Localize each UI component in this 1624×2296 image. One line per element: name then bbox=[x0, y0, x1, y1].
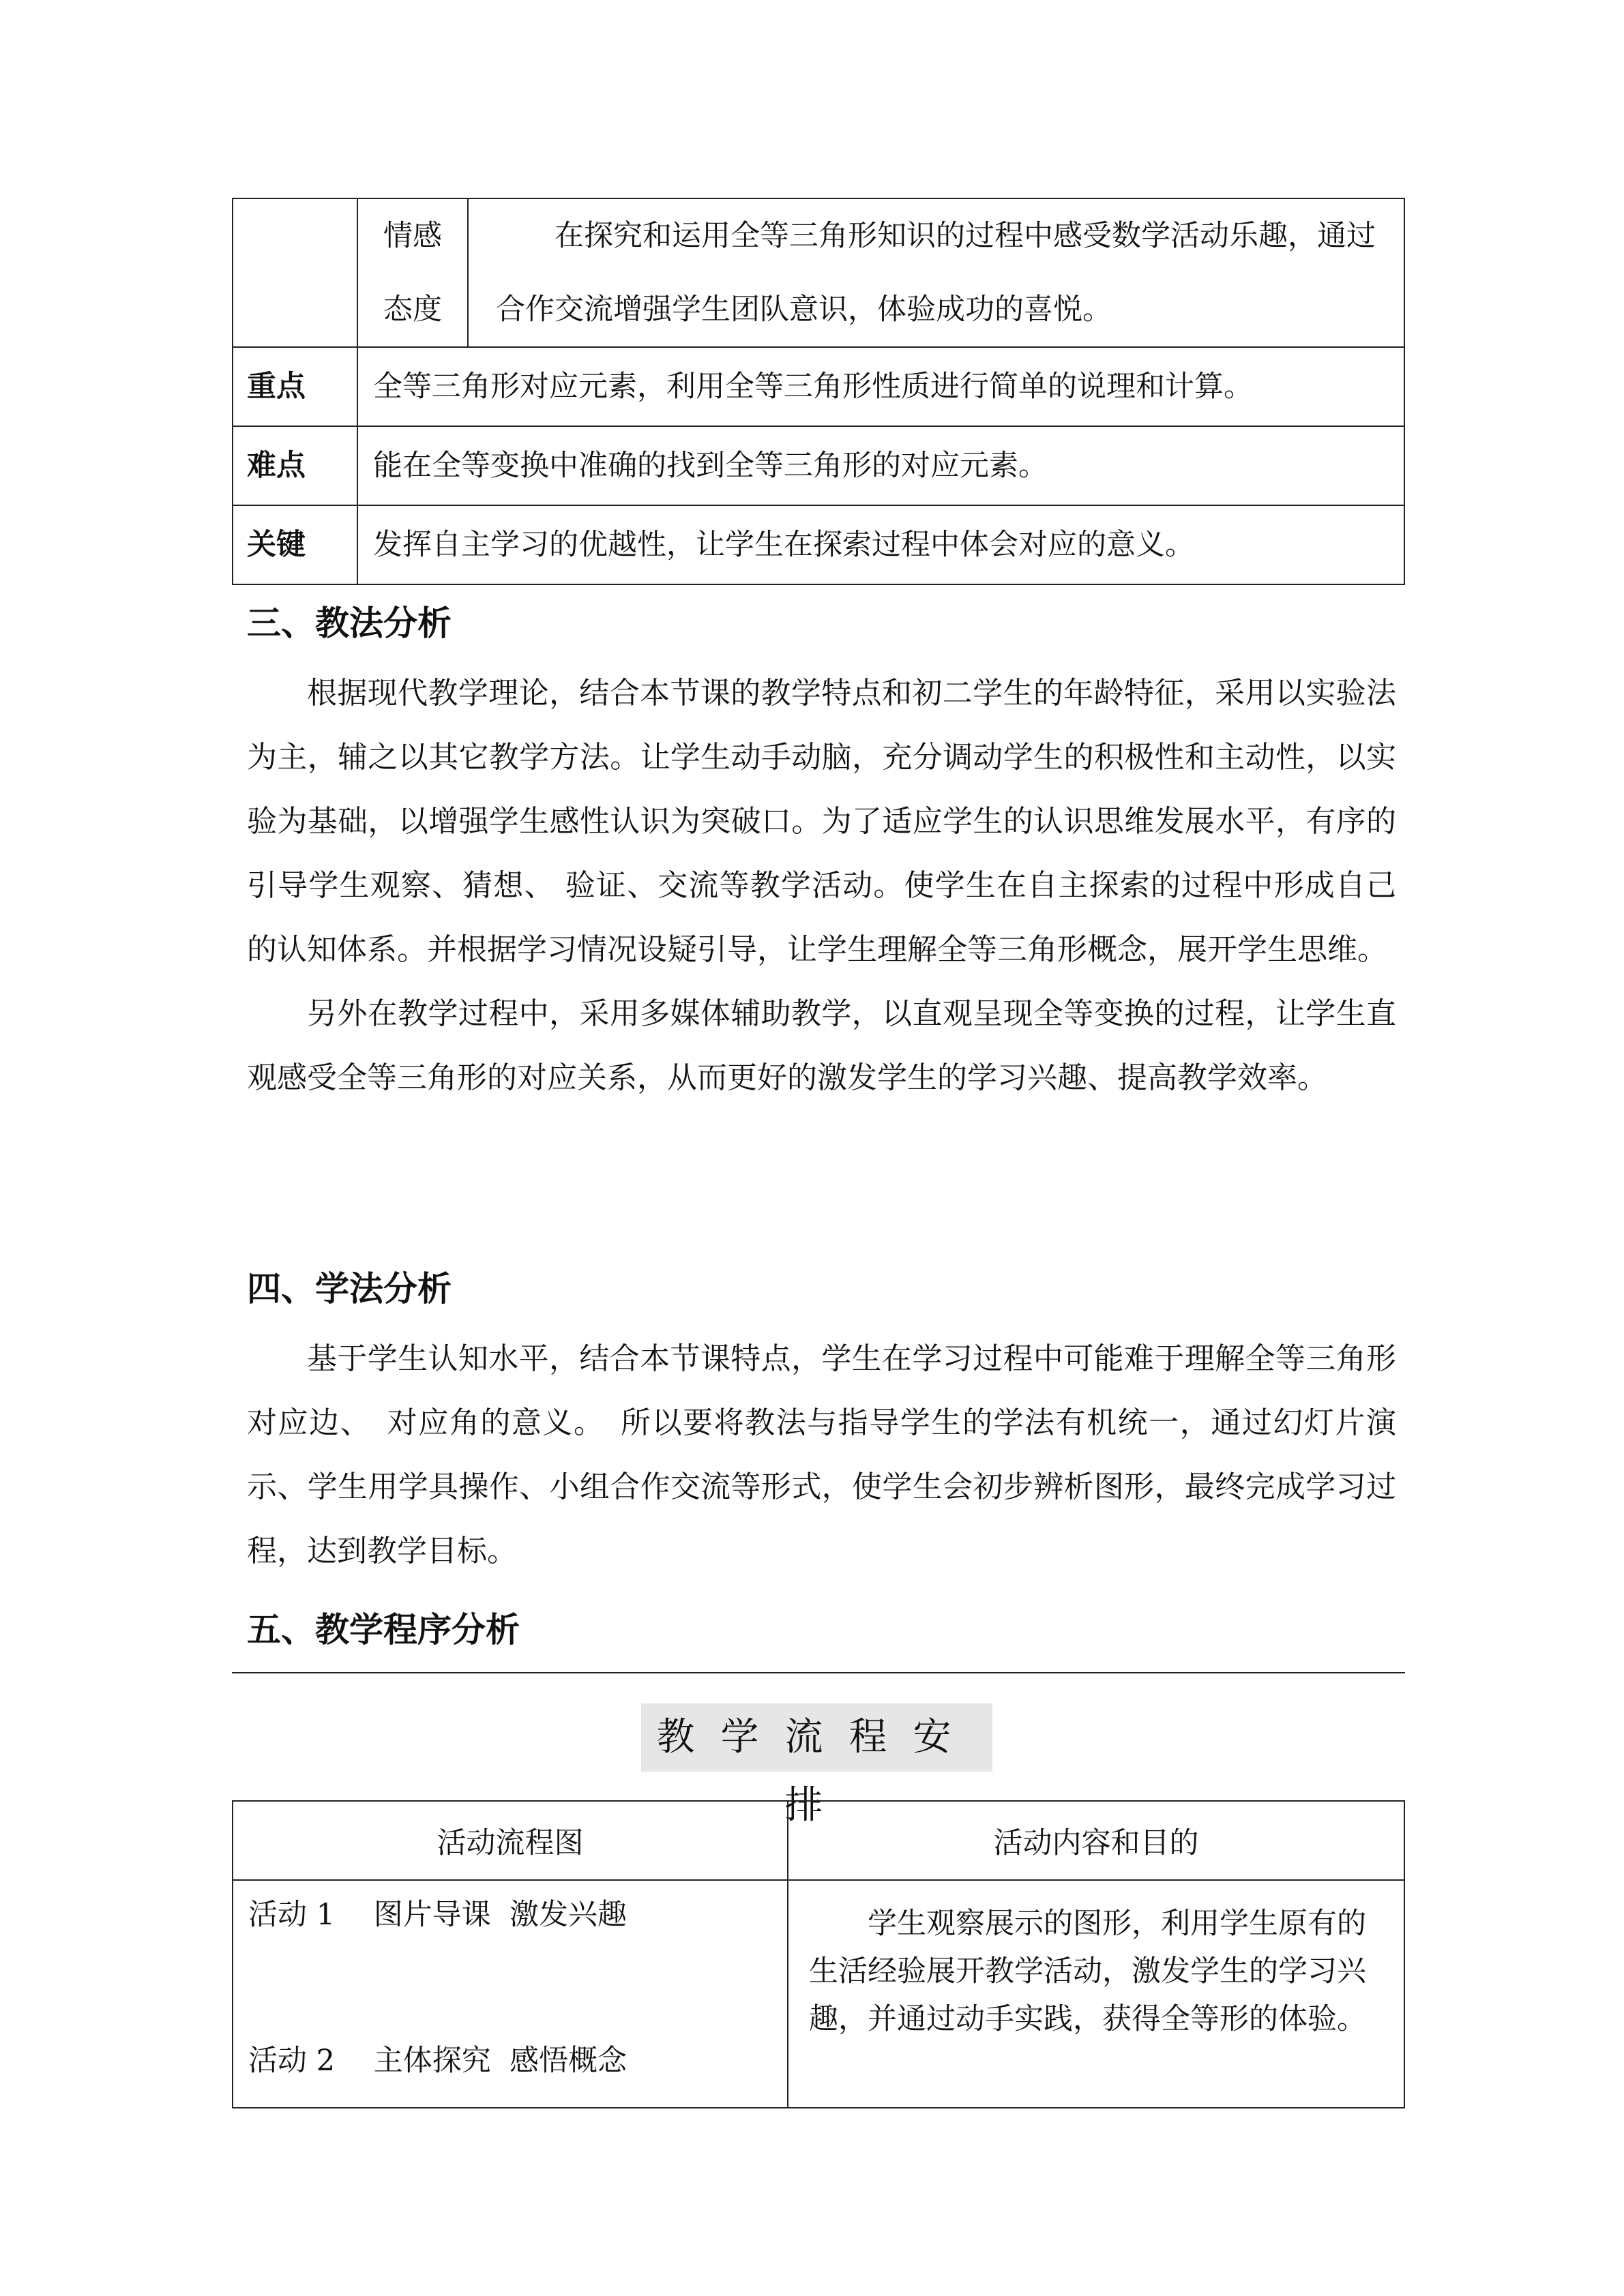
activity-2: 活动 2 主体探究 感悟概念 bbox=[248, 2044, 628, 2078]
flow-title: 教学流程安排 bbox=[641, 1703, 992, 1772]
activity-1: 活动 1 图片导课 激发兴趣 bbox=[248, 1898, 628, 1932]
key-text: 发挥自主学习的优越性，让学生在探索过程中体会对应的意义。 bbox=[357, 505, 1404, 584]
key-label: 关键 bbox=[233, 505, 357, 584]
flow-body-row bbox=[233, 1880, 1404, 2108]
section3-title: 三、教法分析 bbox=[247, 603, 452, 643]
flow-header-left: 活动流程图 bbox=[233, 1801, 788, 1880]
divider-line bbox=[232, 1672, 1405, 1673]
emotion-content-cell bbox=[468, 198, 1404, 347]
section4-body bbox=[247, 1327, 1396, 1583]
key-point-text: 全等三角形对应元素，利用全等三角形性质进行简单的说理和计算。 bbox=[357, 347, 1404, 426]
emotion-label: 情感态度 bbox=[383, 219, 442, 327]
difficulty-label: 难点 bbox=[233, 426, 357, 505]
goals-table bbox=[232, 198, 1405, 585]
key-point-label: 重点 bbox=[233, 347, 357, 426]
flow-description-cell bbox=[788, 1880, 1404, 2108]
blank-cell bbox=[233, 198, 357, 347]
section3-body bbox=[247, 661, 1396, 1110]
section5-title: 五、教学程序分析 bbox=[247, 1610, 520, 1650]
flow-table bbox=[232, 1800, 1405, 2108]
key-row bbox=[233, 505, 1404, 584]
emotion-label-cell bbox=[357, 198, 468, 347]
difficulty-row bbox=[233, 426, 1404, 505]
key-point-row bbox=[233, 347, 1404, 426]
section3-paragraph-1: 根据现代教学理论，结合本节课的教学特点和初二学生的年龄特征，采用以实验法为主，辅之以其它教学方法。让学生动手动脑，充分调动学生的积极性和主动性，以实验为基础，以增强学生感性认识为突破口。为了适应学生的认识思维发展水平，有序的引导学生观察、猜想、 验证、交流等教学活动。使学生在自主探索的过程中形成自己的认知体系。并根据学习情况设疑引导，让学生理解全等三角形概念，展开学生思维。 bbox=[247, 676, 1396, 967]
section4-paragraph-1: 基于学生认知水平，结合本节课特点，学生在学习过程中可能难于理解全等三角形对应边、 对应角的意义。 所以要将教法与指导学生的学法有机统一，通过幻灯片演示、学生用学具操作、小组合作交流等形式，使学生会初步辨析图形，最终完成学习过程，达到教学目标。 bbox=[247, 1341, 1396, 1568]
flow-activities-cell bbox=[233, 1880, 788, 2108]
emotion-text: 在探究和运用全等三角形知识的过程中感受数学活动乐趣，通过合作交流增强学生团队意识，体验成功的喜悦。 bbox=[496, 219, 1376, 327]
emotion-row bbox=[233, 198, 1404, 347]
flow-description: 学生观察展示的图形，利用学生原有的生活经验展开教学活动，激发学生的学习兴趣，并通过动手实践，获得全等形的体验。 bbox=[809, 1907, 1366, 2036]
flow-header-right: 活动内容和目的 bbox=[788, 1801, 1404, 1880]
section4-title: 四、学法分析 bbox=[247, 1269, 452, 1309]
section3-paragraph-2: 另外在教学过程中，采用多媒体辅助教学，以直观呈现全等变换的过程，让学生直观感受全等三角形的对应关系，从而更好的激发学生的学习兴趣、提高教学效率。 bbox=[247, 996, 1396, 1095]
flow-header-row bbox=[233, 1801, 1404, 1880]
difficulty-text: 能在全等变换中准确的找到全等三角形的对应元素。 bbox=[357, 426, 1404, 505]
